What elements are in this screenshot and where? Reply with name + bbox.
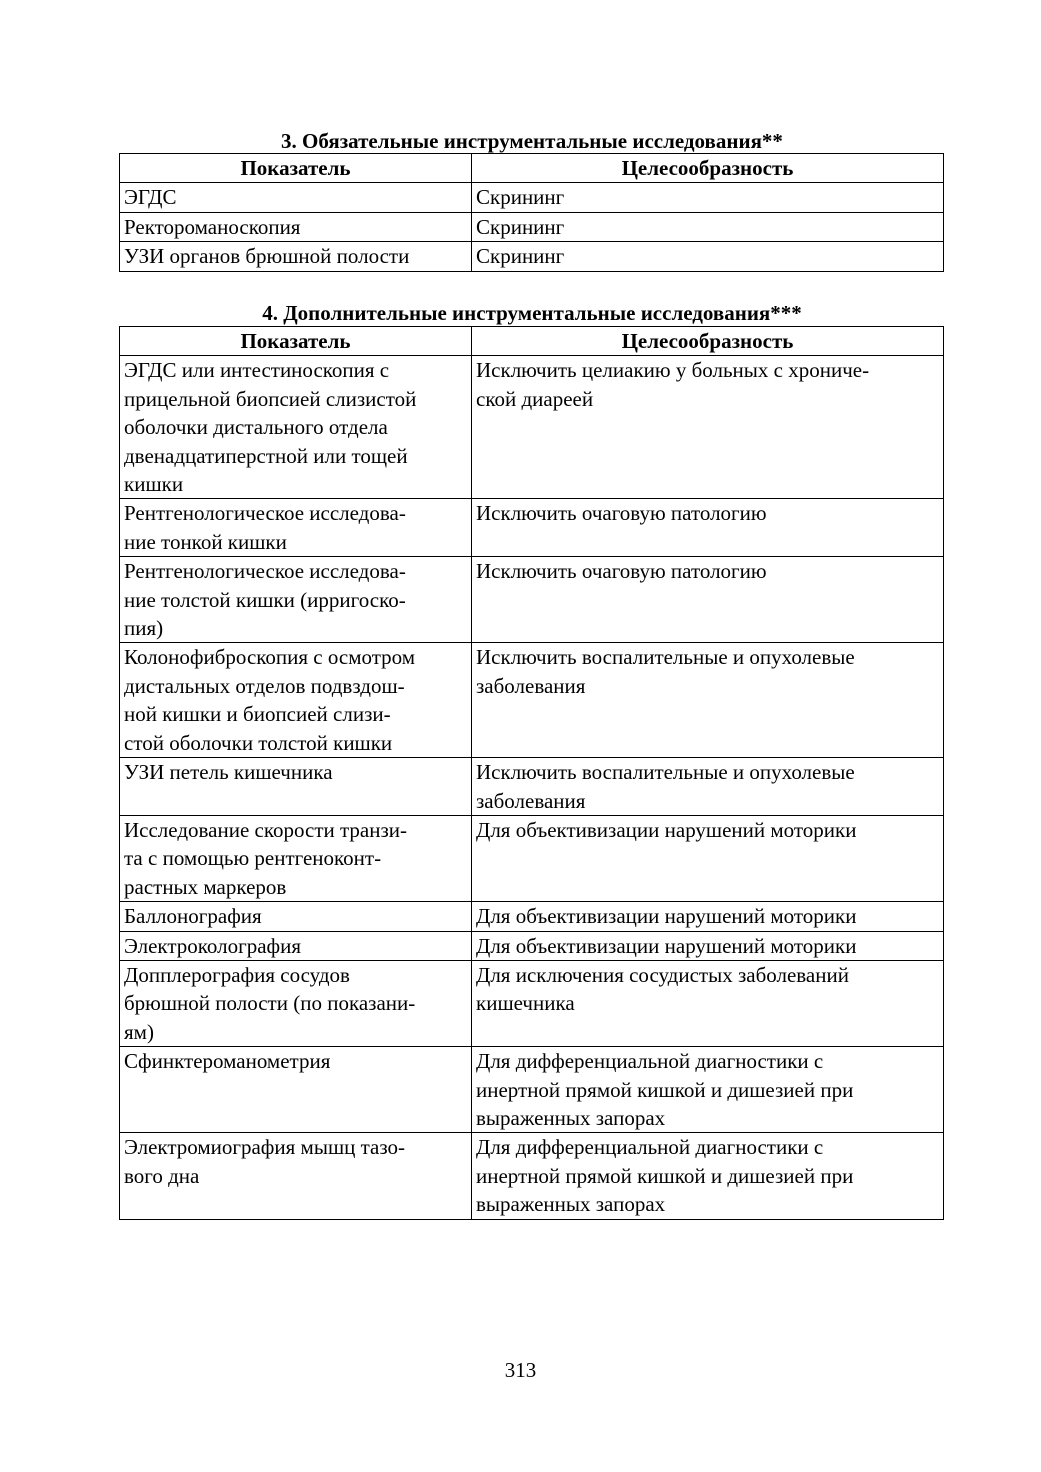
indicator-cell: ЭГДС bbox=[120, 183, 472, 212]
cell-line: пия) bbox=[124, 616, 164, 641]
table-row bbox=[120, 356, 944, 499]
cell-line: Для дифференциальной диагностики с bbox=[476, 1135, 824, 1160]
cell-line: Для дифференциальной диагностики с bbox=[476, 1049, 824, 1074]
indicator-cell bbox=[120, 960, 472, 1046]
cell-line: прицельной биопсией слизистой bbox=[124, 386, 417, 411]
cell-line: выраженных запорах bbox=[476, 1105, 666, 1130]
expediency-cell bbox=[472, 815, 944, 901]
cell-line: УЗИ петель кишечника bbox=[124, 760, 333, 785]
cell-line: кишечника bbox=[476, 991, 575, 1016]
expediency-cell: Скрининг bbox=[472, 242, 944, 271]
cell-line: ям) bbox=[124, 1019, 154, 1044]
table-row bbox=[120, 758, 944, 816]
additional-studies-table bbox=[119, 326, 944, 1220]
indicator-cell bbox=[120, 557, 472, 643]
column-header-indicator: Показатель bbox=[120, 327, 472, 356]
cell-line: Исследование скорости транзи- bbox=[124, 817, 408, 842]
cell-line: ЭГДС или интестиноскопия с bbox=[124, 358, 390, 383]
cell-line: оболочки дистального отдела bbox=[124, 415, 388, 440]
indicator-cell: УЗИ органов брюшной полости bbox=[120, 242, 472, 271]
cell-line: Рентгенологическое исследова- bbox=[124, 501, 406, 526]
cell-line: выраженных запорах bbox=[476, 1192, 666, 1217]
cell-line: дистальных отделов подвздош- bbox=[124, 673, 405, 698]
indicator-cell bbox=[120, 356, 472, 499]
expediency-cell bbox=[472, 902, 944, 931]
indicator-cell bbox=[120, 643, 472, 758]
expediency-cell bbox=[472, 356, 944, 499]
table-row bbox=[120, 931, 944, 960]
cell-line: Для объективизации нарушений моторики bbox=[476, 817, 857, 842]
indicator-cell bbox=[120, 758, 472, 816]
table-row bbox=[120, 242, 944, 271]
expediency-cell: Скрининг bbox=[472, 183, 944, 212]
cell-line: брюшной полости (по показани- bbox=[124, 991, 416, 1016]
cell-line: ной кишки и биопсией слизи- bbox=[124, 702, 391, 727]
cell-line: инертной прямой кишкой и дишезией при bbox=[476, 1077, 854, 1102]
cell-line: Электроколография bbox=[124, 933, 302, 958]
table-row bbox=[120, 499, 944, 557]
expediency-cell bbox=[472, 1133, 944, 1219]
expediency-cell bbox=[472, 960, 944, 1046]
expediency-cell: Скрининг bbox=[472, 212, 944, 241]
column-header-indicator: Показатель bbox=[120, 154, 472, 183]
cell-line: Для объективизации нарушений моторики bbox=[476, 904, 857, 929]
section-4-title: 4. Дополнительные инструментальные исследования*** bbox=[262, 301, 802, 325]
cell-line: ние тонкой кишки bbox=[124, 529, 287, 554]
table-row bbox=[120, 960, 944, 1046]
cell-line: ской диареей bbox=[476, 386, 594, 411]
expediency-cell bbox=[472, 557, 944, 643]
cell-line: ние толстой кишки (ирригоско- bbox=[124, 587, 406, 612]
indicator-cell bbox=[120, 931, 472, 960]
cell-line: Рентгенологическое исследова- bbox=[124, 559, 406, 584]
table-row bbox=[120, 815, 944, 901]
table-row bbox=[120, 643, 944, 758]
cell-line: растных маркеров bbox=[124, 874, 287, 899]
expediency-cell bbox=[472, 758, 944, 816]
table-row bbox=[120, 557, 944, 643]
cell-line: заболевания bbox=[476, 788, 586, 813]
column-header-expediency: Целесообразность bbox=[472, 154, 944, 183]
cell-line: вого дна bbox=[124, 1163, 200, 1188]
expediency-cell bbox=[472, 643, 944, 758]
mandatory-studies-table bbox=[119, 153, 944, 272]
expediency-cell bbox=[472, 1047, 944, 1133]
indicator-cell bbox=[120, 1047, 472, 1133]
table-row bbox=[120, 183, 944, 212]
cell-line: Баллонография bbox=[124, 904, 262, 929]
expediency-cell bbox=[472, 931, 944, 960]
section-3-title: 3. Обязательные инструментальные исследования** bbox=[281, 129, 783, 153]
cell-line: стой оболочки толстой кишки bbox=[124, 730, 393, 755]
indicator-cell bbox=[120, 902, 472, 931]
cell-line: двенадцатиперстной или тощей bbox=[124, 443, 408, 468]
cell-line: инертной прямой кишкой и дишезией при bbox=[476, 1163, 854, 1188]
cell-line: заболевания bbox=[476, 673, 586, 698]
indicator-cell bbox=[120, 499, 472, 557]
cell-line: Исключить очаговую патологию bbox=[476, 559, 767, 584]
column-header-expediency: Целесообразность bbox=[472, 327, 944, 356]
cell-line: та с помощью рентгеноконт- bbox=[124, 846, 382, 871]
cell-line: кишки bbox=[124, 472, 184, 497]
table-header-row bbox=[120, 327, 944, 356]
indicator-cell bbox=[120, 815, 472, 901]
expediency-cell bbox=[472, 499, 944, 557]
cell-line: Колонофиброскопия с осмотром bbox=[124, 645, 416, 670]
indicator-cell bbox=[120, 1133, 472, 1219]
cell-line: Электромиография мышц тазо- bbox=[124, 1135, 406, 1160]
cell-line: Допплерография сосудов bbox=[124, 962, 350, 987]
table-row bbox=[120, 902, 944, 931]
cell-line: Для объективизации нарушений моторики bbox=[476, 933, 857, 958]
table-row bbox=[120, 212, 944, 241]
cell-line: Исключить целиакию у больных с хрониче- bbox=[476, 358, 870, 383]
cell-line: Сфинктероманометрия bbox=[124, 1049, 331, 1074]
table-header-row bbox=[120, 154, 944, 183]
cell-line: Исключить воспалительные и опухолевые bbox=[476, 760, 855, 785]
table-row bbox=[120, 1133, 944, 1219]
indicator-cell: Ректороманоскопия bbox=[120, 212, 472, 241]
cell-line: Для исключения сосудистых заболеваний bbox=[476, 962, 849, 987]
table-row bbox=[120, 1047, 944, 1133]
cell-line: Исключить воспалительные и опухолевые bbox=[476, 645, 855, 670]
page-number: 313 bbox=[504, 1358, 537, 1382]
cell-line: Исключить очаговую патологию bbox=[476, 501, 767, 526]
